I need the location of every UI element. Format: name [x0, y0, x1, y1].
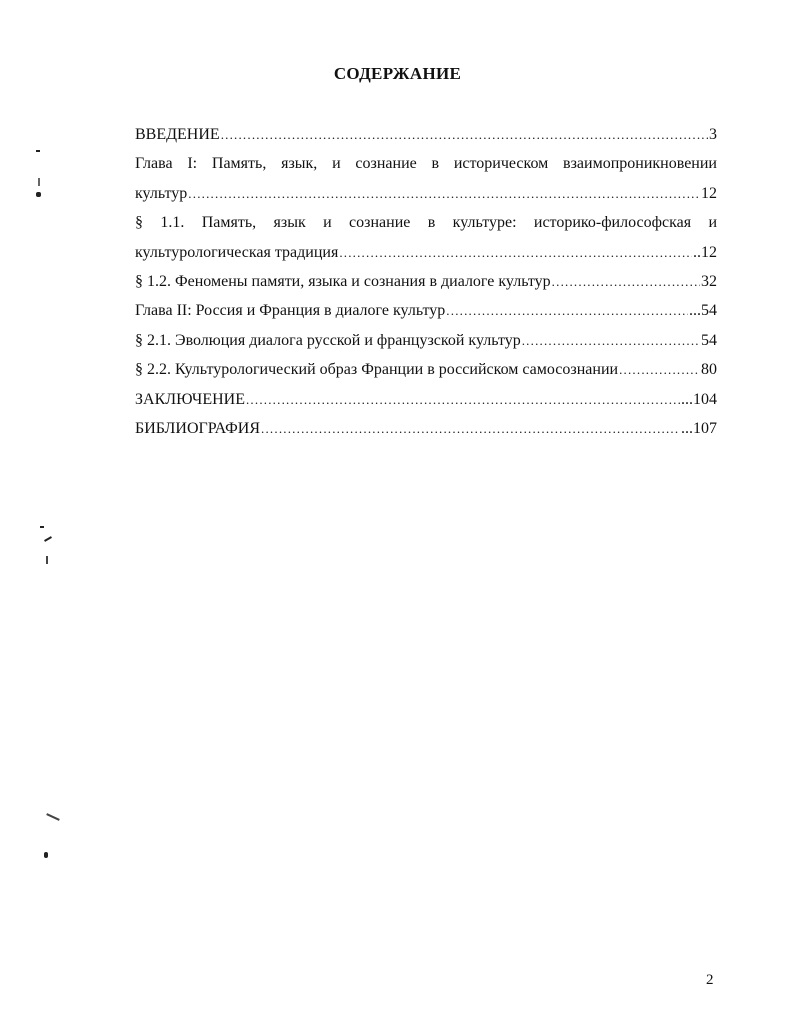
- toc-entry-label: § 1.2. Феномены памяти, языка и сознания в диалоге культур: [135, 273, 551, 291]
- toc-entry-label: Глава II: Россия и Франция в диалоге культур: [135, 302, 446, 320]
- toc-entry-section-2-1[interactable]: [135, 326, 717, 355]
- toc-entry-page: ...54: [689, 302, 717, 320]
- toc-entry-label: культур: [135, 184, 188, 202]
- toc-leader-dots: [522, 334, 700, 347]
- toc-entry-page: 54: [701, 331, 717, 349]
- toc-leader-dots: [261, 422, 680, 435]
- toc-entry-page: 80: [701, 361, 717, 379]
- toc-entry-first-line: Глава I: Память, язык, и сознание в историческом взаимопроникновении: [135, 155, 717, 173]
- toc-entry-label: § 2.2. Культурологический образ Франции в российском самосознании: [135, 361, 619, 379]
- page-number: 2: [706, 972, 714, 988]
- toc-entry-conclusion[interactable]: [135, 385, 717, 414]
- toc-leader-dots: [552, 275, 700, 288]
- toc-entry-section-1-1[interactable]: [135, 208, 717, 267]
- toc-entry-page: 3: [709, 126, 717, 143]
- toc-leader-dots: [246, 393, 680, 406]
- toc-entry-label: ВВЕДЕНИЕ: [135, 126, 220, 143]
- toc-leader-dots: [221, 128, 708, 141]
- toc-entry-page: ...107: [681, 420, 717, 438]
- toc-entry-page: ...104: [681, 390, 717, 408]
- toc-entry-chapter-2[interactable]: [135, 296, 717, 325]
- toc-entry-page: 32: [701, 273, 717, 291]
- toc-entry-page: ..12: [693, 243, 717, 261]
- toc-leader-dots: [619, 363, 700, 376]
- toc-entry-label: ЗАКЛЮЧЕНИЕ: [135, 390, 245, 408]
- toc-leader-dots: [339, 246, 692, 259]
- toc-entry-label: § 2.1. Эволюция диалога русской и французской культур: [135, 331, 521, 349]
- toc-leader-dots: [446, 304, 688, 317]
- toc-entry-chapter-1[interactable]: [135, 149, 717, 208]
- toc-entry-page: 12: [701, 184, 717, 202]
- toc-leader-dots: [188, 187, 700, 200]
- page-title: СОДЕРЖАНИЕ: [333, 64, 462, 83]
- toc-entry-introduction[interactable]: [135, 120, 717, 149]
- table-of-contents: [135, 120, 717, 443]
- toc-entry-first-line: § 1.1. Память, язык и сознание в культуре: историко-философская и: [135, 214, 717, 232]
- toc-entry-bibliography[interactable]: [135, 414, 717, 443]
- toc-entry-section-1-2[interactable]: [135, 267, 717, 296]
- toc-entry-section-2-2[interactable]: [135, 355, 717, 384]
- toc-entry-label: культурологическая традиция: [135, 243, 339, 261]
- toc-entry-label: БИБЛИОГРАФИЯ: [135, 420, 261, 438]
